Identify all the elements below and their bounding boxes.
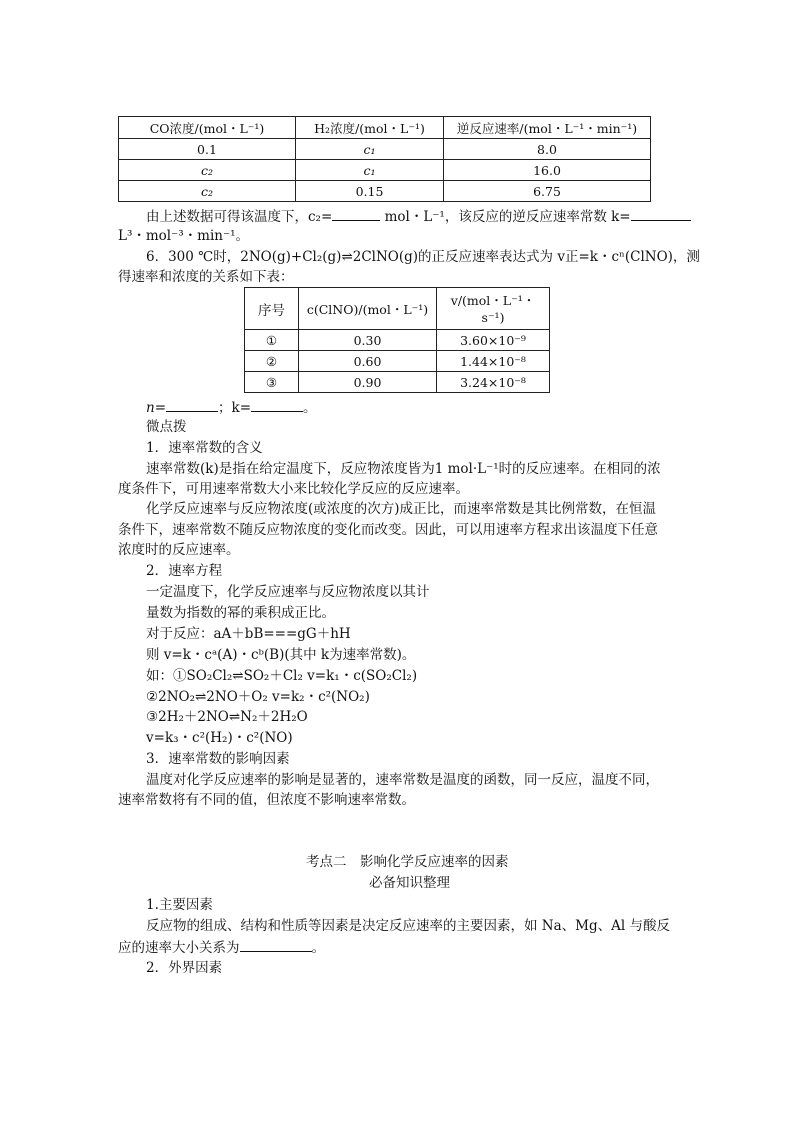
table2-cell: 0.90 — [299, 372, 437, 393]
answer-end: 。 — [303, 400, 317, 416]
heading-rate-constant-meaning: 1．速率常数的含义 — [146, 440, 263, 456]
answer-label-k: ；k= — [218, 400, 252, 416]
clno-rate-table — [244, 287, 550, 393]
table2-cell: 1.44×10⁻⁸ — [437, 351, 550, 372]
paragraph-text: 应的速率大小关系为 — [118, 940, 240, 956]
paragraph-line: 一定温度下，化学反应速率与反应物浓度以其计 — [146, 584, 430, 600]
paragraph-line: ②2NO₂⇌2NO＋O₂ v=k₂・c²(NO₂) — [146, 689, 370, 705]
table1-header: CO浓度/(mol・L⁻¹) — [119, 117, 296, 139]
answer-blank-k2 — [251, 397, 303, 412]
answer-blank-n — [166, 397, 218, 412]
paragraph-line: 如：①SO₂Cl₂⇌SO₂＋Cl₂ v=k₁・c(SO₂Cl₂) — [146, 668, 418, 684]
table2-cell: 0.30 — [299, 330, 437, 351]
paragraph-line: ③2H₂＋2NO⇌N₂＋2H₂O — [146, 709, 308, 725]
question-6-line-2: 得速率和浓度的关系如下表： — [118, 269, 294, 285]
paragraph-line: 浓度时的反应速率。 — [118, 542, 240, 558]
heading-rate-constant-factors: 3．速率常数的影响因素 — [146, 751, 290, 767]
table2-cell: ① — [245, 330, 299, 351]
table2-cell: 3.24×10⁻⁸ — [437, 372, 550, 393]
paragraph-line — [118, 937, 325, 958]
question-text: mol・L⁻¹，该反应的逆反应速率常数 k= — [380, 209, 631, 225]
tip-heading: 微点拨 — [146, 419, 187, 435]
table1-header: 逆反应速率/(mol・L⁻¹・min⁻¹) — [444, 117, 651, 139]
table2-cell: 0.60 — [299, 351, 437, 372]
paragraph-line: 则 v=k・cᵃ(A)・cᵇ(B)(其中 k为速率常数)。 — [146, 647, 416, 663]
section-title: 考点二 影响化学反应速率的因素 — [306, 854, 509, 870]
paragraph-end: 。 — [311, 940, 325, 956]
paragraph-line: 反应物的组成、结构和性质等因素是决定反应速率的主要因素，如 Na、Mg、Al 与酸反 — [146, 918, 670, 934]
question-6-line-1: 6．300 ℃时，2NO(g)+Cl₂(g)⇌2ClNO(g)的正反应速率表达式为 v正=k・cⁿ(ClNO)，测 — [146, 249, 700, 265]
question-text: 由上述数据可得该温度下，c₂= — [146, 209, 333, 225]
paragraph-line: 化学反应速率与反应物浓度(或浓度的次方)成正比，而速率常数是其比例常数，在恒温 — [146, 501, 657, 517]
answer-blank-order — [240, 937, 312, 952]
table1-cell: c₁ — [296, 139, 444, 160]
table2-header: v/(mol・L⁻¹・s⁻¹) — [437, 288, 550, 330]
paragraph-line: 量数为指数的幂的乘积成正比。 — [146, 605, 335, 621]
section-subtitle: 必备知识整理 — [369, 875, 450, 891]
question-line-1 — [146, 206, 691, 227]
table2-cell: 3.60×10⁻⁹ — [437, 330, 550, 351]
paragraph-line: v=k₃・c²(H₂)・c²(NO) — [146, 730, 293, 746]
heading-rate-equation: 2．速率方程 — [146, 563, 223, 579]
item-main-factors: 1.主要因素 — [146, 897, 213, 913]
answer-line — [146, 397, 317, 418]
co-h2-rate-table — [118, 116, 651, 202]
table2-header: 序号 — [245, 288, 299, 330]
answer-blank-k — [631, 206, 691, 221]
paragraph-line: 速率常数(k)是指在给定温度下，反应物浓度皆为1 mol·L⁻¹时的反应速率。在相同的浓 — [146, 461, 661, 477]
paragraph-line: 对于反应：aA＋bB===gG＋hH — [146, 626, 351, 642]
table1-cell: 6.75 — [444, 181, 651, 202]
table2-cell: ③ — [245, 372, 299, 393]
answer-label-n: n= — [146, 400, 167, 416]
table2-header: c(ClNO)/(mol・L⁻¹) — [299, 288, 437, 330]
table1-cell: 16.0 — [444, 160, 651, 181]
table1-cell: c₂ — [119, 160, 296, 181]
paragraph-line: 条件下，速率常数不随反应物浓度的变化而改变。因此，可以用速率方程求出该温度下任意 — [118, 522, 658, 538]
table1-cell: c₁ — [296, 160, 444, 181]
table1-cell: 0.1 — [119, 139, 296, 160]
table1-cell: c₂ — [119, 181, 296, 202]
table1-cell: 8.0 — [444, 139, 651, 160]
item-external-factors: 2．外界因素 — [146, 960, 223, 976]
table1-header: H₂浓度/(mol・L⁻¹) — [296, 117, 444, 139]
paragraph-line: 速率常数将有不同的值，但浓度不影响速率常数。 — [118, 792, 415, 808]
question-line-2: L³・mol⁻³・min⁻¹。 — [118, 228, 250, 244]
paragraph-line: 度条件下，可用速率常数大小来比较化学反应的反应速率。 — [118, 481, 469, 497]
table1-cell: 0.15 — [296, 181, 444, 202]
table2-cell: ② — [245, 351, 299, 372]
answer-blank-c2 — [332, 206, 380, 221]
paragraph-line: 温度对化学反应速率的影响是显著的，速率常数是温度的函数，同一反应，温度不同， — [146, 772, 659, 788]
